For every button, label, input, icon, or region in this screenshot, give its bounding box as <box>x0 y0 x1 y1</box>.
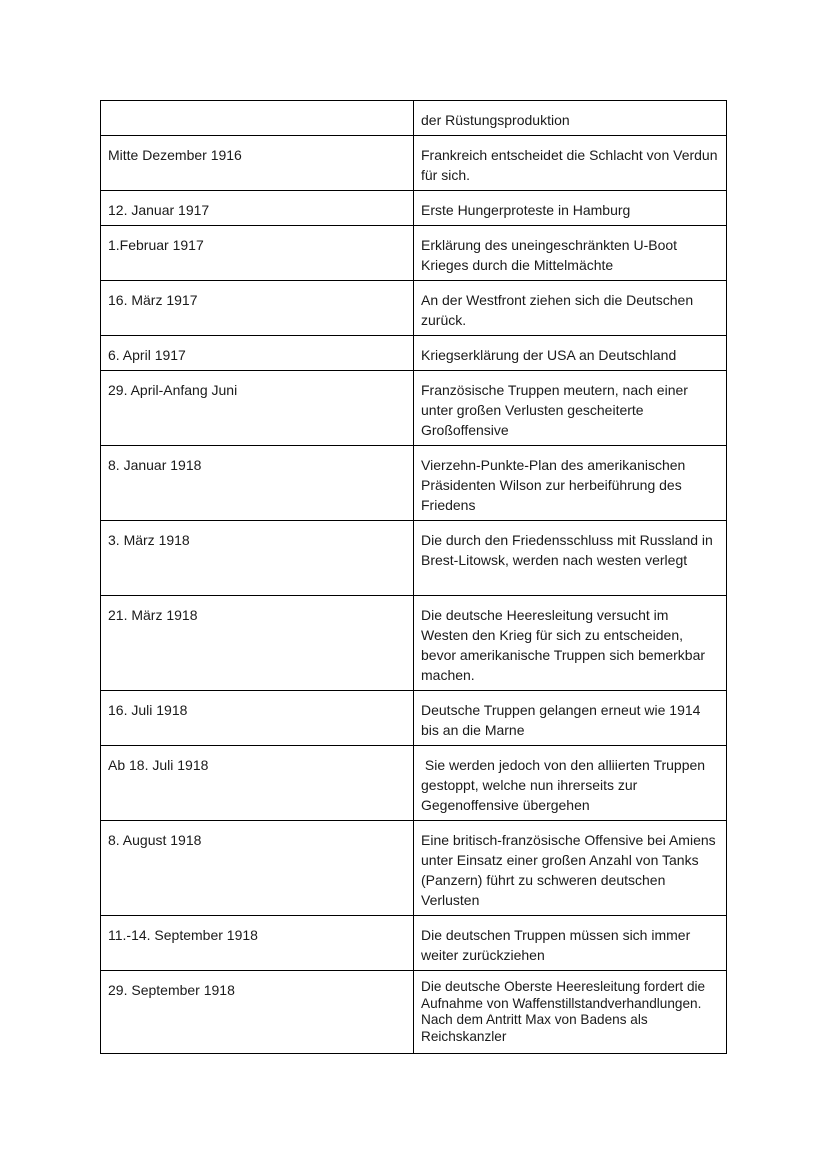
date-cell: 3. März 1918 <box>101 521 414 596</box>
date-cell: 21. März 1918 <box>101 596 414 691</box>
event-cell: Kriegserklärung der USA an Deutschland <box>414 336 727 371</box>
event-cell: An der Westfront ziehen sich die Deutschen zurück. <box>414 281 727 336</box>
date-cell: 16. Juli 1918 <box>101 691 414 746</box>
event-cell: Frankreich entscheidet die Schlacht von Verdun für sich. <box>414 136 727 191</box>
date-cell: 11.-14. September 1918 <box>101 916 414 971</box>
table-row <box>101 746 727 821</box>
table-row <box>101 191 727 226</box>
event-cell: Die deutsche Heeresleitung versucht im Westen den Krieg für sich zu entscheiden, bevor amerikanische Truppen sich bemerkbar machen. <box>414 596 727 691</box>
table-row <box>101 281 727 336</box>
event-cell: Die durch den Friedensschluss mit Russland in Brest-Litowsk, werden nach westen verlegt <box>414 521 727 596</box>
event-cell: Deutsche Truppen gelangen erneut wie 1914 bis an die Marne <box>414 691 727 746</box>
event-cell: Die deutsche Oberste Heeresleitung fordert die Aufnahme von Waffenstillstandverhandlungen. Nach dem Antritt Max von Badens als Reichskanzler <box>414 971 727 1054</box>
date-cell: 8. August 1918 <box>101 821 414 916</box>
event-cell: Sie werden jedoch von den alliierten Truppen gestoppt, welche nun ihrerseits zur Gegenoffensive übergehen <box>414 746 727 821</box>
date-cell: Mitte Dezember 1916 <box>101 136 414 191</box>
event-cell: Die deutschen Truppen müssen sich immer weiter zurückziehen <box>414 916 727 971</box>
date-cell: 6. April 1917 <box>101 336 414 371</box>
event-cell: Vierzehn-Punkte-Plan des amerikanischen Präsidenten Wilson zur herbeiführung des Friedens <box>414 446 727 521</box>
date-cell: 1.Februar 1917 <box>101 226 414 281</box>
table-row <box>101 916 727 971</box>
table-row <box>101 821 727 916</box>
table-row <box>101 691 727 746</box>
table-row <box>101 446 727 521</box>
date-cell: 29. April-Anfang Juni <box>101 371 414 446</box>
date-cell: 12. Januar 1917 <box>101 191 414 226</box>
date-cell <box>101 101 414 136</box>
table-row <box>101 136 727 191</box>
event-cell: Erklärung des uneingeschränkten U-Boot Krieges durch die Mittelmächte <box>414 226 727 281</box>
date-cell: 16. März 1917 <box>101 281 414 336</box>
table-row <box>101 521 727 596</box>
event-cell: der Rüstungsproduktion <box>414 101 727 136</box>
date-cell: 29. September 1918 <box>101 971 414 1054</box>
event-cell: Eine britisch-französische Offensive bei Amiens unter Einsatz einer großen Anzahl von Tanks (Panzern) führt zu schweren deutschen Verlusten <box>414 821 727 916</box>
table-row <box>101 971 727 1054</box>
date-cell: Ab 18. Juli 1918 <box>101 746 414 821</box>
table-row <box>101 336 727 371</box>
date-cell: 8. Januar 1918 <box>101 446 414 521</box>
event-cell: Französische Truppen meutern, nach einer unter großen Verlusten gescheiterte Großoffensive <box>414 371 727 446</box>
table-row <box>101 371 727 446</box>
table-row <box>101 596 727 691</box>
timeline-table <box>100 100 727 1054</box>
table-row <box>101 101 727 136</box>
event-cell: Erste Hungerproteste in Hamburg <box>414 191 727 226</box>
table-row <box>101 226 727 281</box>
